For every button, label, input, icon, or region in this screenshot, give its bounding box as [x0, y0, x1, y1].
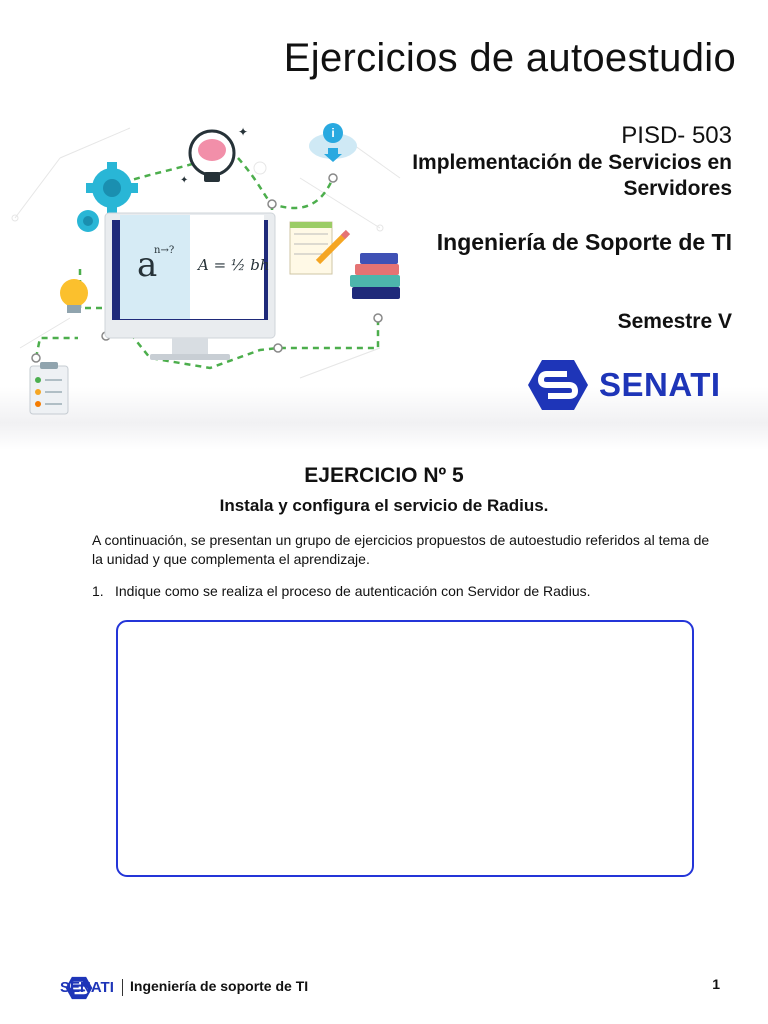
career-name: Ingeniería de Soporte de TI [436, 229, 732, 255]
footer-senati-wordmark: SENATI [60, 979, 114, 996]
course-name: Implementación de Servicios en Servidores [412, 151, 732, 200]
semester-label: Semestre V [617, 310, 732, 333]
svg-text:i: i [331, 126, 335, 140]
question-text: Indique como se realiza el proceso de autenticación con Servidor de Radius. [115, 583, 591, 599]
formula-left: a [137, 245, 158, 285]
monitor-icon [105, 213, 275, 360]
footer-divider [122, 979, 123, 996]
brain-lightbulb-icon [180, 125, 248, 186]
page-title: Ejercicios de autoestudio [283, 36, 736, 80]
formula-right: A = ½ bh [198, 256, 270, 274]
answer-box[interactable] [116, 620, 694, 877]
exercise-title: EJERCICIO Nº 5 [304, 464, 464, 487]
exercise-subtitle: Instala y configura el servicio de Radius. [219, 496, 549, 515]
footer [32, 976, 736, 1000]
svg-text:✦: ✦ [180, 175, 189, 186]
formula-exponent: n→? [154, 245, 175, 256]
svg-text:✦: ✦ [238, 125, 249, 139]
books-icon [350, 253, 400, 299]
notepad-pencil-icon [290, 222, 348, 274]
page-number: 1 [712, 976, 720, 992]
header-illustration [0, 118, 420, 428]
senati-wordmark: SENATI [599, 366, 721, 403]
senati-logo [527, 358, 737, 412]
cloud-info-icon [309, 123, 357, 162]
lightbulb-icon [60, 279, 88, 313]
question-item [92, 583, 591, 599]
checklist-icon [30, 362, 68, 414]
footer-career-text: Ingeniería de soporte de TI [130, 978, 309, 994]
exercise-intro: A continuación, se presentan un grupo de ejercicios propuestos de autoestudio referidos al tema de la unidad y que complementa el aprendizaje. [92, 532, 710, 567]
course-code: PISD- 503 [621, 122, 732, 149]
question-number: 1. [92, 583, 104, 599]
senati-emblem-icon [527, 358, 589, 412]
